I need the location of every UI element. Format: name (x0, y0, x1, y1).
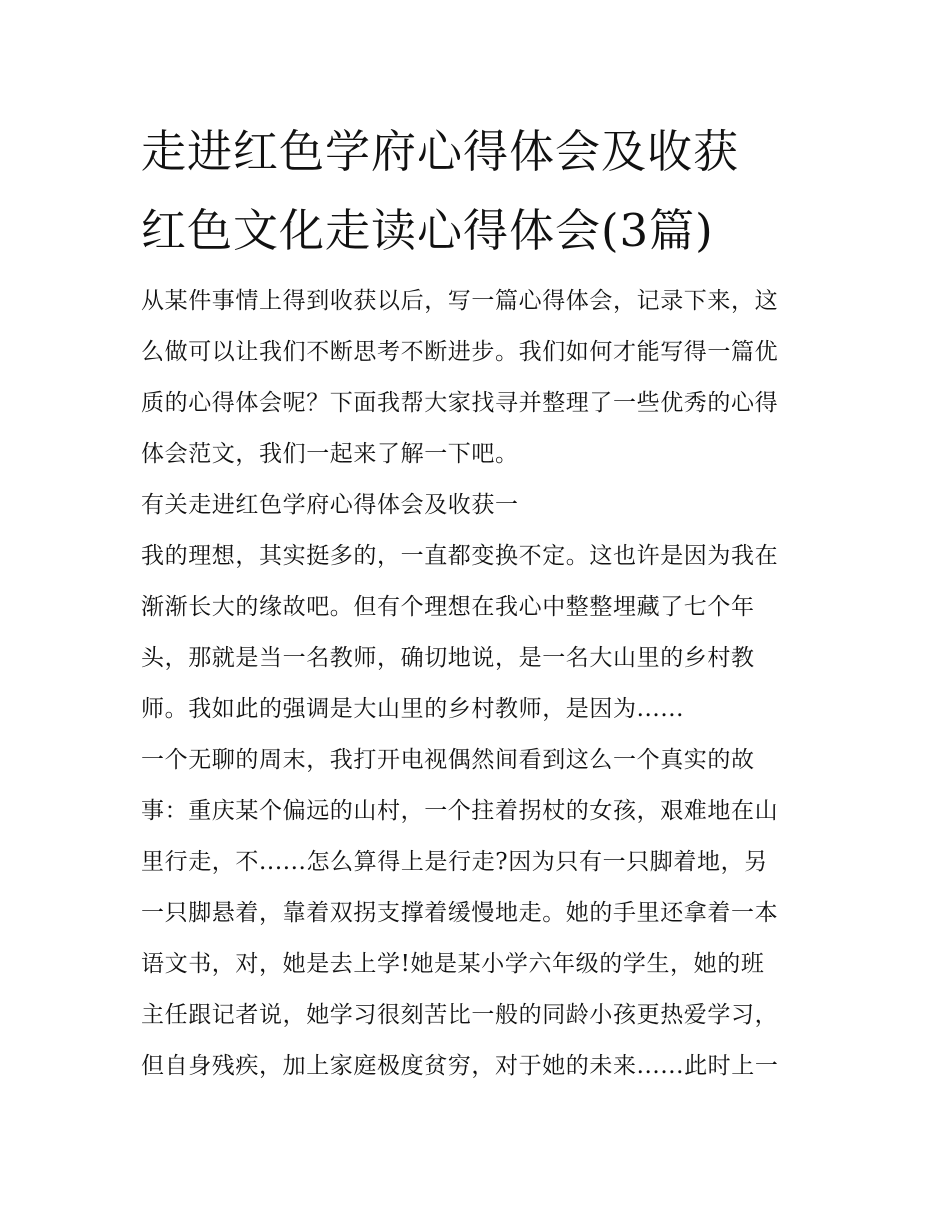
body-paragraph-line: 主任跟记者说，她学习很刻苦比一般的同龄小孩更热爱学习， (141, 1002, 779, 1028)
body-paragraph-line: 但自身残疾，加上家庭极度贫穷，对于她的未来......此时上一 (141, 1053, 779, 1079)
body-paragraph-line: 里行走，不......怎么算得上是行走?因为只有一只脚着地，另 (141, 849, 768, 875)
document-content (141, 112, 816, 1092)
intro-paragraph-line: 么做可以让我们不断思考不断进步。我们如何才能写得一篇优 (141, 339, 779, 365)
section-heading: 有关走进红色学府心得体会及收获一 (141, 492, 519, 518)
body-paragraph-line: 语文书，对，她是去上学!她是某小学六年级的学生，她的班 (141, 951, 765, 977)
body-paragraph-line: 一只脚悬着，靠着双拐支撑着缓慢地走。她的手里还拿着一本 (141, 900, 779, 926)
intro-paragraph-line: 质的心得体会呢？下面我帮大家找寻并整理了一些优秀的心得 (141, 390, 779, 416)
body-paragraph-line: 渐渐长大的缘故吧。但有个理想在我心中整整埋藏了七个年 (141, 594, 755, 620)
body-paragraph-line: 事：重庆某个偏远的山村，一个拄着拐杖的女孩，艰难地在山 (141, 798, 779, 824)
document-title (141, 112, 816, 270)
title-line-1: 走进红色学府心得体会及收获 (141, 125, 740, 178)
intro-paragraph-line: 体会范文，我们一起来了解一下吧。 (141, 441, 519, 467)
body-paragraph-line: 一个无聊的周末，我打开电视偶然间看到这么一个真实的故 (141, 747, 755, 773)
title-line-2: 红色文化走读心得体会(3篇) (141, 204, 714, 257)
body-paragraph-line: 我的理想，其实挺多的，一直都变换不定。这也许是因为我在 (141, 543, 779, 569)
body-paragraph-line: 头，那就是当一名教师，确切地说，是一名大山里的乡村教 (141, 645, 755, 671)
intro-paragraph-line: 从某件事情上得到收获以后，写一篇心得体会，记录下来，这 (141, 288, 779, 314)
document-body (141, 276, 816, 1092)
body-paragraph-line: 师。我如此的强调是大山里的乡村教师，是因为...... (141, 696, 685, 722)
